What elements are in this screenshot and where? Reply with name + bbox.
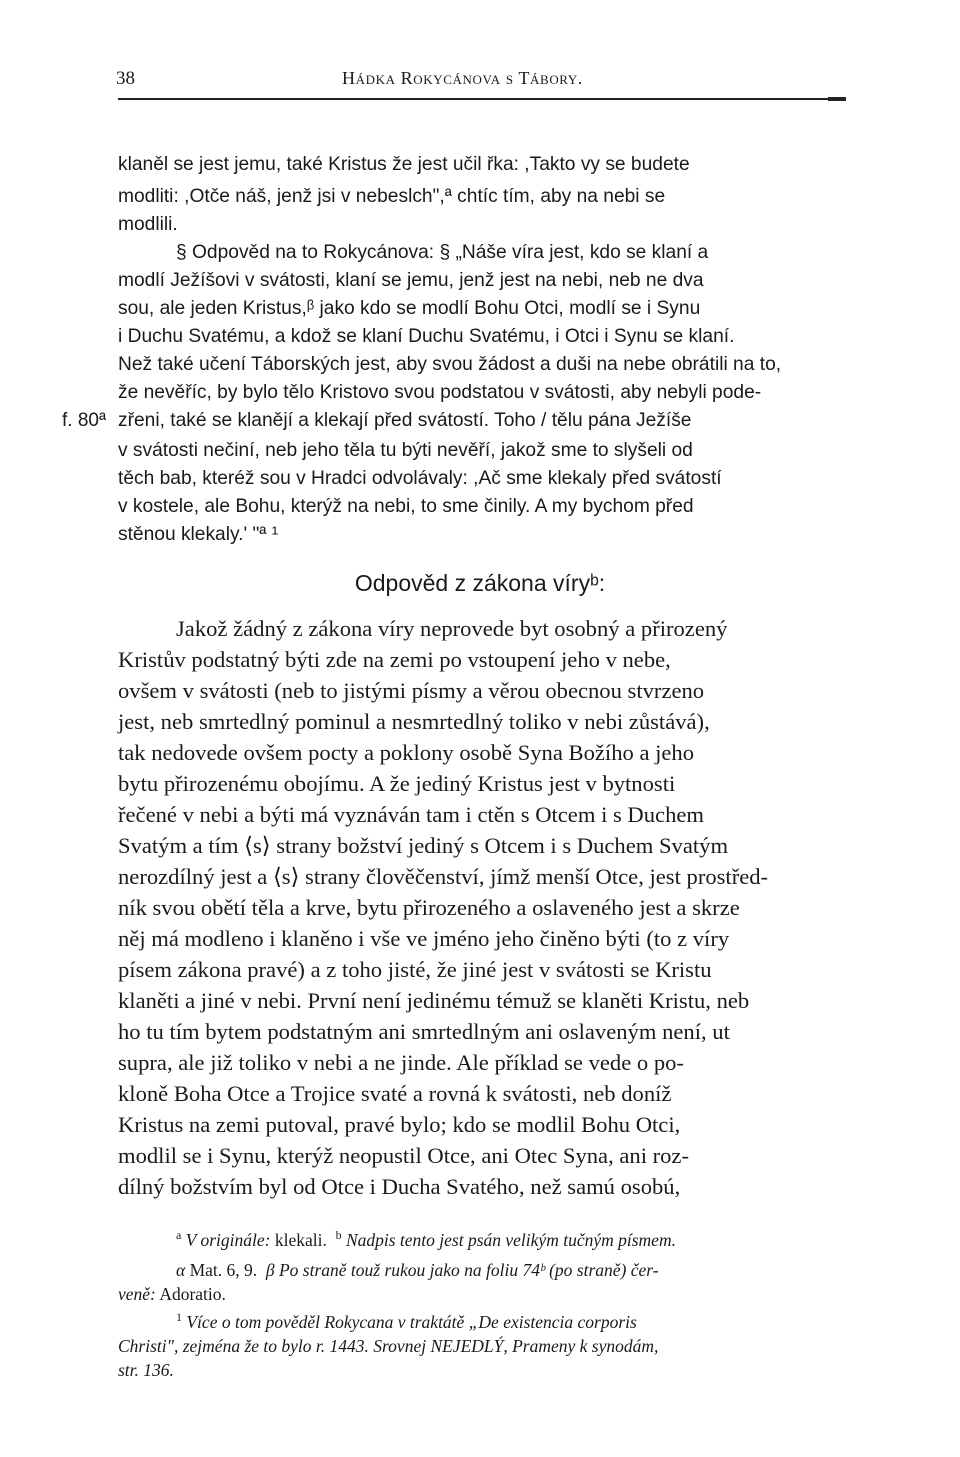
text-line: klaněti a jiné v nebi. První není jedinému témuž se klaněti Kristu, neb	[118, 988, 750, 1013]
footnote-text: Nadpis tento jest psán velikým tučným písmem.	[345, 1230, 676, 1250]
margin-folio-note: f. 80ª	[62, 410, 107, 431]
text-line: modlí Ježíšovi v svátosti, klaní se jemu, jenž jest na nebi, neb ne dva	[118, 270, 704, 291]
footnote-beta-continued	[118, 1282, 848, 1306]
text-line: ho tu tím bytem podstatným ani smrtedlným ani oslaveným není, ut	[118, 1019, 730, 1044]
footnote-lead: V originále:	[185, 1230, 271, 1250]
text-line: ovšem v svátosti (neb to jistými písmy a věrou obecnou stvrzeno	[118, 678, 705, 703]
text-line: kloně Boha Otce a Trojice svaté a rovná k svátosti, neb doníž	[118, 1081, 672, 1106]
footnote-text: str. 136.	[118, 1360, 174, 1380]
footnote-lead: veně:	[118, 1284, 156, 1304]
footnote-alpha-beta	[176, 1258, 906, 1282]
text-line: modlil se i Synu, kterýž neopustil Otce, ani Otec Syna, ani roz-	[118, 1143, 689, 1168]
footnote-a-b	[176, 1228, 906, 1252]
text-line: sou, ale jeden Kristus,ᵝ jako kdo se modlí Bohu Otci, modlí se i Synu	[118, 298, 701, 319]
footnote-mark: b	[335, 1228, 342, 1243]
header-rule	[118, 98, 846, 100]
text-line: i Duchu Svatému, a kdož se klaní Duchu Svatému, i Otci i Synu se klaní.	[118, 326, 735, 347]
text-line: stěnou klekaly.' "ª ¹	[118, 524, 279, 545]
text-line: zřeni, také se klanějí a klekají před svátostí. Toho / tělu pána Ježíše	[118, 410, 692, 431]
footnote-text: Mat. 6, 9.	[189, 1260, 258, 1280]
footnote-text: Adoratio.	[159, 1284, 226, 1304]
text-line: supra, ale již toliko v nebi a ne jinde. Ale příklad se vede o po-	[118, 1050, 684, 1075]
footnote-text: Po straně touž rukou jako na foliu 74ᵇ (po straně) čer-	[278, 1260, 659, 1280]
text-line: řečené v nebi a býti má vyznáván tam i ctěn s Otcem i s Duchem	[118, 802, 704, 827]
footnote-text: klekali.	[274, 1230, 327, 1250]
text-line: těch bab, kteréž sou v Hradci odvolávaly: ,Ač sme klekaly před svátostí	[118, 468, 722, 489]
text-line: bytu přirozenému obojímu. A že jediný Kristus jest v bytnosti	[118, 771, 676, 796]
text-line: dílný božstvím byl od Otce i Ducha Svatého, než samú osobú,	[118, 1174, 681, 1199]
text-line: § Odpověd na to Rokycánova: § „Náše víra jest, kdo se klaní a	[176, 242, 709, 263]
text-line: nerozdílný jest a ⟨s⟩ strany člověčenství, jímž menší Otce, jest prostřed-	[118, 864, 769, 889]
text-line: Jakož žádný z zákona víry neprovede byt osobný a přirozený	[176, 616, 728, 641]
footnote-text: Christi", zejména že to bylo r. 1443. Srovnej NEJEDLÝ, Prameny k synodám,	[118, 1336, 659, 1356]
text-line: modlili.	[118, 214, 178, 235]
footnote-mark: 1	[176, 1310, 182, 1325]
page-number: 38	[116, 68, 135, 89]
footnote-mark: β	[265, 1260, 275, 1280]
footnote-mark: α	[176, 1260, 186, 1280]
running-title: Hádka Rokycánova s Tábory.	[342, 68, 583, 88]
section-heading: Odpověd z zákona víryᵇ:	[354, 570, 606, 596]
footnote-text: Více o tom pověděl Rokycana v traktátě „De existencia corporis	[186, 1312, 637, 1332]
text-line: Kristus na zemi putoval, pravé bylo; kdo se modlil Bohu Otci,	[118, 1112, 681, 1137]
footnote-1-line-3	[118, 1358, 848, 1382]
text-line: modliti: ,Otče náš, jenž jsi v nebeslch",ª chtíc tím, aby na nebi se	[118, 186, 666, 207]
text-line: že nevěříc, by bylo tělo Kristovo svou podstatou v svátosti, aby nebyli pode-	[118, 382, 762, 403]
running-header	[116, 64, 846, 104]
text-line: Kristův podstatný býti zde na zemi po vstoupení jeho v nebe,	[118, 647, 671, 672]
text-line: něj má modleno i klaněno i vše ve jméno jeho činěno býti (to z víry	[118, 926, 730, 951]
text-line: klaněl se jest jemu, také Kristus že jest učil řka: ,Takto vy se budete	[118, 154, 690, 175]
text-line: v kostele, ale Bohu, kterýž na nebi, to sme činily. A my bychom před	[118, 496, 694, 517]
text-line: jest, neb smrtedlný pominul a nesmrtedlný toliko v nebi zůstává),	[118, 709, 710, 734]
footnote-mark: a	[176, 1228, 182, 1243]
text-line: Než také učení Táborských jest, aby svou žádost a duši na nebe obrátili na to,	[118, 354, 782, 375]
footnote-1-line-2	[118, 1334, 848, 1358]
text-line: Svatým a tím ⟨s⟩ strany božství jediný s Otcem i s Duchem Svatým	[118, 833, 729, 858]
text-line: v svátosti nečiní, neb jeho těla tu býti nevěří, jakož sme to slyšeli od	[118, 440, 693, 461]
text-line: tak nedovede ovšem pocty a poklony osobě Syna Božího a jeho	[118, 740, 695, 765]
footnote-1	[176, 1310, 906, 1334]
text-line: ník svou obětí těla a krve, bytu přirozeného a oslaveného jest a skrze	[118, 895, 740, 920]
text-line: písem zákona pravé) a z toho jisté, že jiné jest v svátosti se Kristu	[118, 957, 712, 982]
